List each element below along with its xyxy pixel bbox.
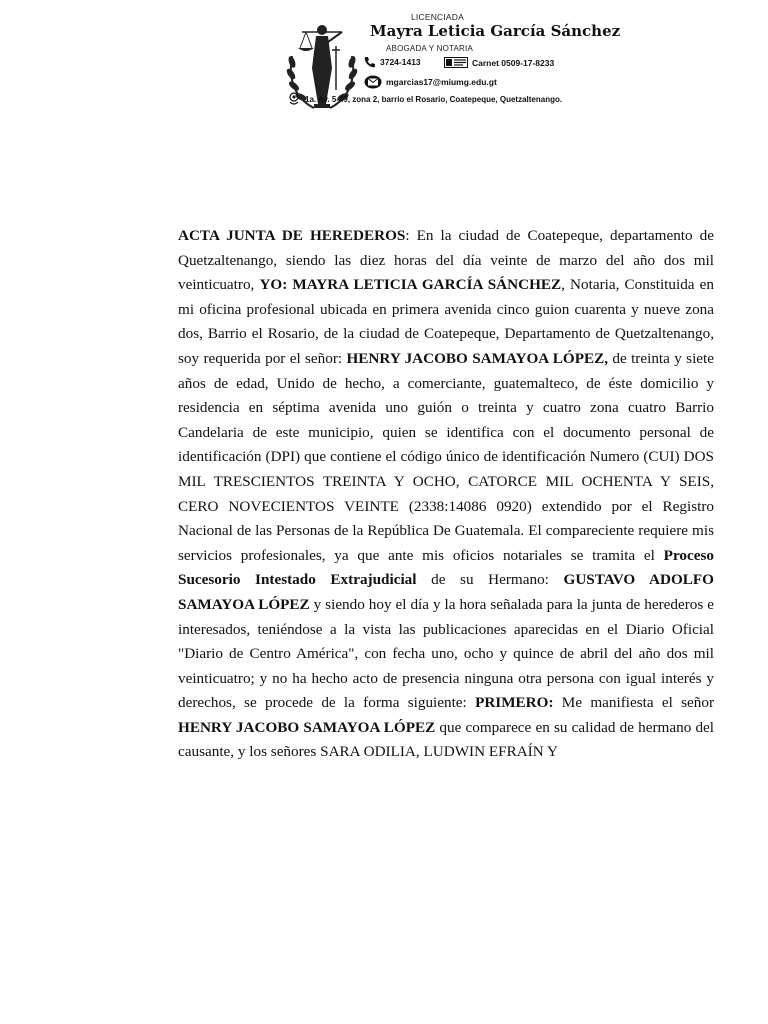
letterhead-phone <box>364 56 421 68</box>
document-text-segment: de su Hermano: <box>416 571 564 589</box>
document-text-segment: de treinta y siete años de edad, Unido de hecho, a comerciante, guatemalteco, de éste domicilio y residencia en séptima avenida uno guión o treinta y cuatro zona cuatro Barrio Candelaria de este municipio, quien se identifica con el documento personal de identificación (DPI) que contiene el código único de identificación Numero (CUI) DOS MIL TRESCIENTOS TREINTA Y OCHO, CATORCE MIL OCHENTA Y SEIS, CERO NOVECIENTOS VEINTE (2338:14086 0920) extendido por el Registro Nacional de las Personas de la República De Guatemala. El compareciente requiere mis servicios profesionales, ya que ante mis oficios notariales se tramita el <box>178 349 714 564</box>
letterhead-title-label: LICENCIADA <box>411 12 465 22</box>
letterhead-email <box>364 75 497 89</box>
document-bold-segment: YO: MAYRA LETICIA GARCÍA SÁNCHEZ <box>259 276 562 294</box>
letterhead-carnet <box>444 57 554 68</box>
letterhead-carnet-text: Carnet 0509-17-8233 <box>472 57 555 68</box>
document-text-segment: Me manifiesta el señor <box>553 694 715 712</box>
document-text-segment: que comparece en su calidad de hermano del causante, y los señores SARA ODILIA, LUDWIN EFRAÍN Y <box>178 718 715 761</box>
letterhead-address <box>287 92 562 106</box>
phone-icon <box>364 56 376 68</box>
document-bold-segment: Proceso Sucesorio Intestado Extrajudicial <box>178 546 714 589</box>
id-card-icon <box>444 57 468 68</box>
document-bold-segment: PRIMERO: <box>475 694 554 712</box>
document-text-segment: y siendo hoy el día y la hora señalada para la junta de herederos e interesados, teniéndose a la vista las publicaciones aparecidas en el Diario Oficial "Diario de Centro América", con fecha uno, ocho y quince de abril del año dos mil veinticuatro; y no ha hecho acto de presencia ninguna otra persona con igual interés y derechos, se procede de la forma siguiente: <box>178 595 714 712</box>
letterhead-name: Mayra Leticia García Sánchez <box>370 22 621 40</box>
document-body <box>178 224 714 765</box>
letterhead-profession: ABOGADA Y NOTARIA <box>386 44 473 53</box>
location-icon <box>287 92 301 106</box>
document-text-segment: : En la ciudad de Coatepeque, departamento de Quetzaltenango, siendo las diez horas del día veinte de marzo del año dos mil veinticuatro, <box>178 227 714 294</box>
document-bold-segment: HENRY JACOBO SAMAYOA LÓPEZ <box>178 718 436 736</box>
document-bold-segment: GUSTAVO ADOLFO SAMAYOA LÓPEZ <box>178 571 714 613</box>
letterhead-phone-text: 3724-1413 <box>380 57 421 67</box>
document-paragraph <box>178 224 714 765</box>
letterhead <box>0 0 768 120</box>
document-bold-segment: HENRY JACOBO SAMAYOA LÓPEZ, <box>346 349 609 367</box>
document-bold-segment: ACTA JUNTA DE HEREDEROS <box>178 227 406 244</box>
letterhead-email-text: mgarcias17@miumg.edu.gt <box>386 77 497 87</box>
document-text-segment: , Notaria, Constituida en mi oficina profesional ubicada en primera avenida cinco guion cuarenta y nueve zona dos, Barrio el Rosario, de la ciudad de Coatepeque, Departamento de Quetzaltenango, soy requerida por el señor: <box>178 276 714 367</box>
email-icon <box>364 75 382 89</box>
letterhead-address-text: 1a. Av. 5-49, zona 2, barrio el Rosario, Coatepeque, Quetzaltenango. <box>305 94 563 104</box>
